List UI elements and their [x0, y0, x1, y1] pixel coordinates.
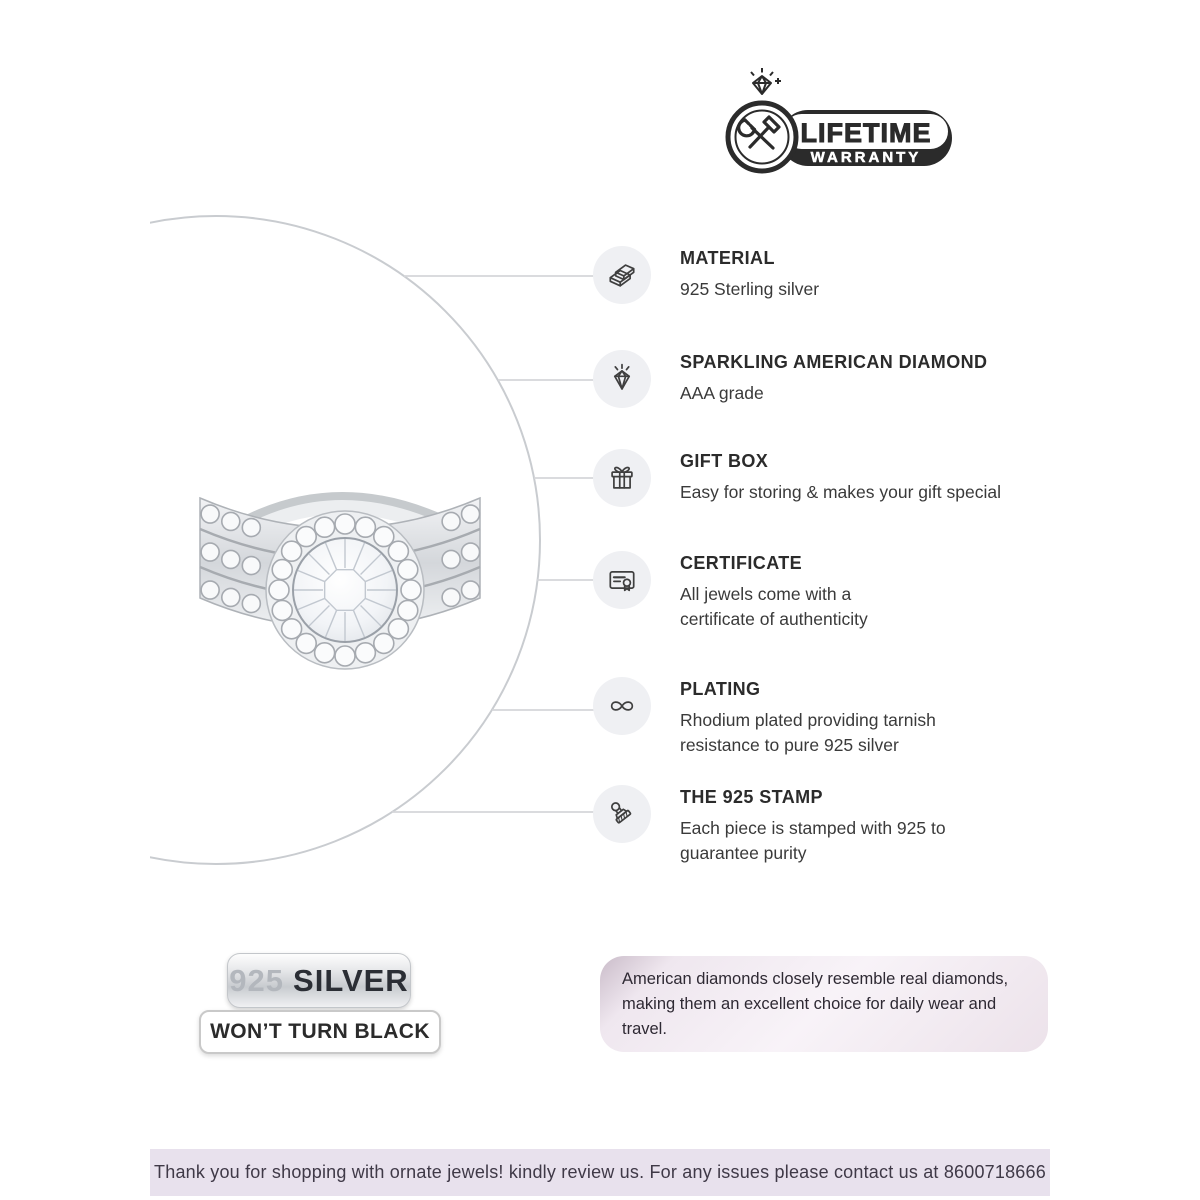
ring-diamond-icon: [751, 68, 781, 94]
feature-desc: Easy for storing & makes your gift special: [680, 482, 1001, 502]
diamond-icon: [593, 350, 651, 408]
stamp-icon: [593, 785, 651, 843]
footer-bar: [150, 1149, 1050, 1196]
feature-title: CERTIFICATE: [680, 553, 803, 573]
feature-desc: 925 Sterling silver: [680, 279, 820, 299]
feature-certificate: [593, 551, 895, 632]
feature-title: MATERIAL: [680, 248, 775, 268]
ring-photo: [160, 465, 520, 705]
feature-desc: AAA grade: [680, 383, 764, 403]
feature-diamond: [593, 350, 987, 408]
feature-title: PLATING: [680, 679, 761, 699]
tarnish-badge-label: WON’T TURN BLACK: [210, 1020, 430, 1043]
silver-badge-text: SILVER: [293, 962, 409, 998]
gift-box-icon: [593, 449, 651, 507]
feature-desc: Each piece is stamped with 925 to guarantee purity: [680, 818, 946, 863]
feature-gift-box: [593, 449, 1001, 507]
infinity-icon: [593, 677, 651, 735]
feature-title: GIFT BOX: [680, 451, 769, 471]
feature-desc: All jewels come with a certificate of authenticity: [680, 584, 868, 629]
wont-turn-black-badge: [199, 1010, 441, 1054]
american-diamond-note: [600, 956, 1048, 1052]
certificate-icon: [593, 551, 651, 609]
silver-925-badge: [227, 953, 411, 1008]
badge-line1: LIFETIME: [800, 118, 932, 148]
feature-925-stamp: [593, 785, 970, 866]
feature-material: [593, 246, 819, 304]
feature-plating: [593, 677, 960, 758]
silver-bars-icon: [593, 246, 651, 304]
feature-desc: Rhodium plated providing tarnish resistance to pure 925 silver: [680, 710, 936, 755]
feature-title: THE 925 STAMP: [680, 787, 823, 807]
feature-title: SPARKLING AMERICAN DIAMOND: [680, 352, 988, 372]
note-text: American diamonds closely resemble real diamonds, making them an excellent choice for daily wear and travel.: [622, 969, 1009, 1038]
footer-text: Thank you for shopping with ornate jewels! kindly review us. For any issues please contact us at 8600718666: [154, 1162, 1046, 1182]
badge-line2: WARRANTY: [810, 149, 922, 166]
lifetime-warranty-badge: [716, 66, 966, 184]
silver-badge-number: 925: [229, 962, 285, 998]
